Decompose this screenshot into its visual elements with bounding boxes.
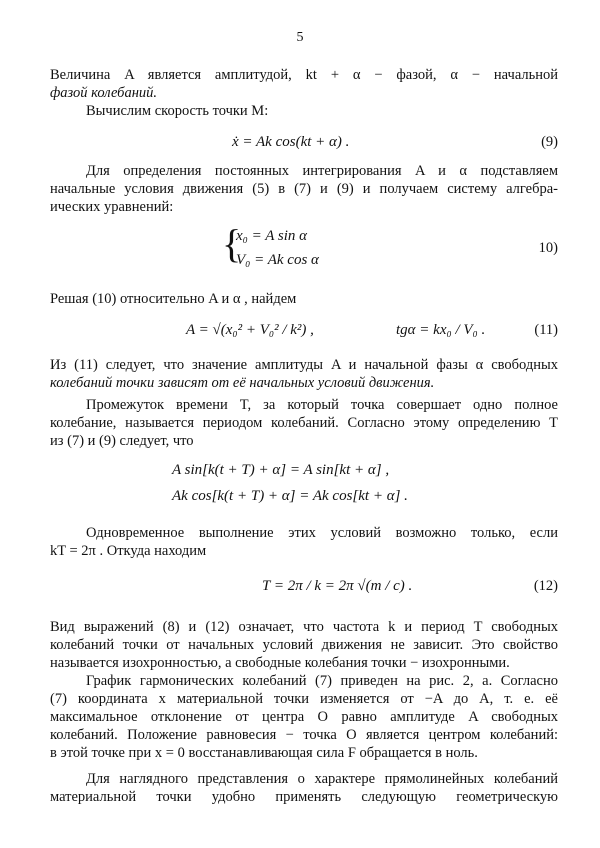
equation-9-number: (9) xyxy=(541,134,558,150)
text-line-15: Вид выражений (8) и (12) означает, что частота k и период T свободных xyxy=(50,619,558,635)
text-line-8: Из (11) следует, что значение амплитуды A и начальной фазы α свободных xyxy=(50,357,558,373)
text-line-13: Одновременное выполнение этих условий возможно только, если xyxy=(86,525,558,541)
equation-11-phase: tgα = kx₀ / V₀ . xyxy=(396,322,486,338)
equation-11-amplitude: A = √(x₀² + V₀² / k²) , xyxy=(186,322,314,338)
equation-11-number: (11) xyxy=(534,322,558,338)
text-line-20: максимальное отклонение от центра O равно амплитуде A свободных xyxy=(50,709,558,725)
equation-10-line-2: V₀ = Ak cos α xyxy=(236,252,319,268)
text-line-6: ических уравнений: xyxy=(50,199,174,215)
equation-9: ẋ = Ak cos(kt + α) . xyxy=(232,134,350,150)
text-line-14: kT = 2π . Откуда находим xyxy=(50,543,207,559)
text-line-17: называется изохронностью, а свободные колебания точки − изохронными. xyxy=(50,655,510,671)
equation-12-number: (12) xyxy=(533,578,558,594)
text-line-16: колебаний точки от начальных условий движения не зависит. Это свойство xyxy=(50,637,558,653)
text-line-23: Для наглядного представления о характере прямолинейных колебаний xyxy=(86,771,558,787)
text-line-19: (7) координата x материальной точки изменяется от −A до A, т. е. её xyxy=(50,691,558,707)
text-line-12: из (7) и (9) следует, что xyxy=(50,433,194,449)
text-line-2: фазой колебаний. xyxy=(50,85,158,101)
equation-period-cos: Ak cos[k(t + T) + α] = Ak cos[kt + α] . xyxy=(172,488,408,504)
equation-10-number: 10) xyxy=(538,240,558,256)
text-line-18: График гармонических колебаний (7) приведен на рис. 2, а. Согласно xyxy=(86,673,558,689)
equation-10-line-1: x₀ = A sin α xyxy=(236,228,307,244)
text-line-3: Вычислим скорость точки M: xyxy=(86,103,269,119)
text-line-21: колебаний. Положение равновесия − точка O является центром колебаний: xyxy=(50,727,558,743)
text-line-11: колебание, называется периодом колебаний. Согласно этому определению T xyxy=(50,415,558,431)
text-line-9: колебаний точки зависят от её начальных условий движения. xyxy=(50,375,435,391)
text-line-10: Промежуток времени T, за который точка совершает одно полное xyxy=(86,397,558,413)
text-line-24: материальной точки удобно применять следующую геометрическую xyxy=(50,789,558,805)
text-line-4: Для определения постоянных интегрирования A и α подставляем xyxy=(86,163,558,179)
text-line-5: начальные условия движения (5) в (7) и (9) и получаем систему алгебра- xyxy=(50,181,558,197)
page-number: 5 xyxy=(296,30,304,45)
text-line-22: в этой точке при x = 0 восстанавливающая сила F обращается в ноль. xyxy=(50,745,478,761)
text-line-7: Решая (10) относительно A и α , найдем xyxy=(50,291,297,307)
equation-period-sin: A sin[k(t + T) + α] = A sin[kt + α] , xyxy=(172,462,390,478)
text-line-1: Величина A является амплитудой, kt + α − фазой, α − начальной xyxy=(50,67,558,83)
system-brace: { xyxy=(222,221,242,266)
equation-12: T = 2π / k = 2π √(m / c) . xyxy=(262,578,413,594)
